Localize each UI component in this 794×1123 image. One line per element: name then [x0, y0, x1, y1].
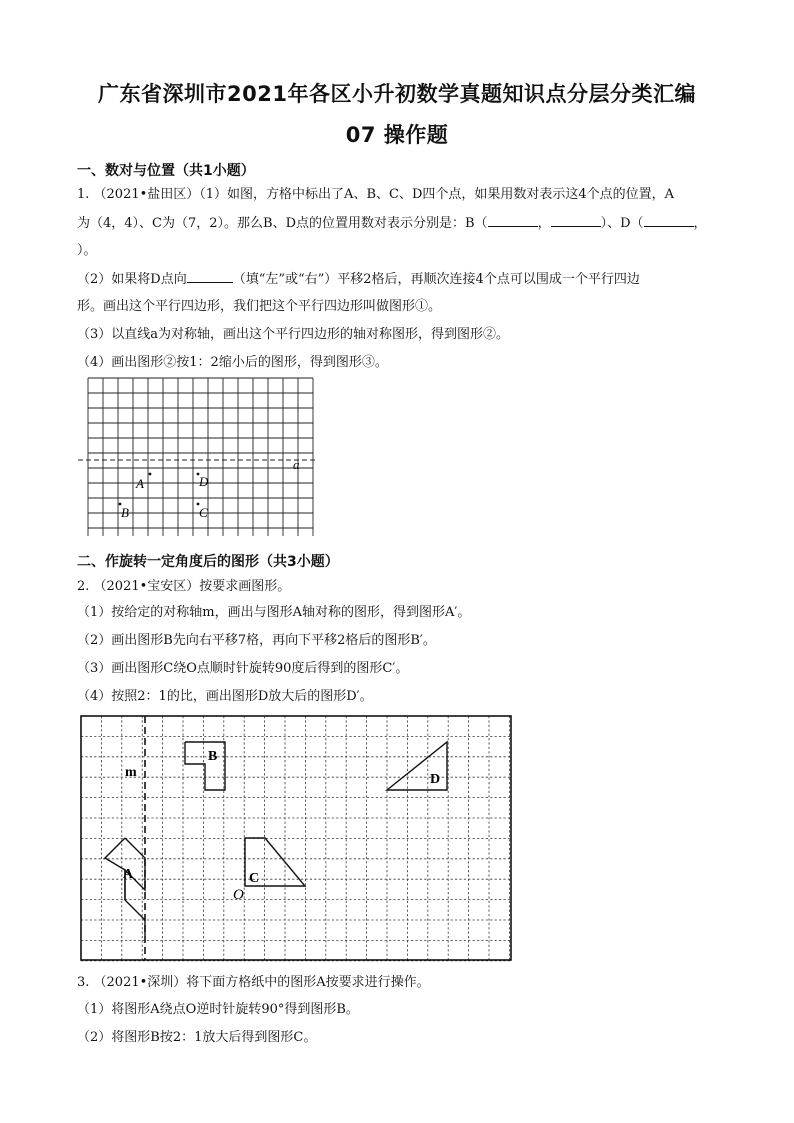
page-title: 广东省深圳市2021年各区小升初数学真题知识点分层分类汇编: [98, 82, 696, 106]
q2-line3: （2）画出图形B先向右平移7格，再向下平移2格后的图形B′。: [77, 633, 436, 648]
shape-grid-2: [81, 716, 511, 960]
section-heading-1: 一、数对与位置（共1小题）: [77, 163, 255, 179]
figure-A-outline: [105, 838, 125, 900]
q2-line4: （3）画出图形C绕O点顺时针旋转90度后得到的图形C′。: [77, 661, 409, 676]
q1-line7: （4）画出图形②按1：2缩小后的图形，得到图形③。: [77, 355, 388, 370]
label-B: B: [121, 505, 129, 520]
q1-line2-sep2: ，: [693, 216, 707, 231]
q1-line2-a: 为（4，4）、C为（7，2）。那么B、D点的位置用数对表示分别是：B（: [77, 216, 488, 231]
label-D: D: [199, 474, 209, 489]
q1-line2-sep1: ，: [537, 216, 551, 231]
q1-line4-a: （2）如果将D点向: [77, 272, 187, 287]
q1-line3: ）。: [77, 243, 97, 258]
q2-line2: （1）按给定的对称轴m，画出与图形A轴对称的图形，得到图形A′。: [77, 605, 471, 620]
label-D2: D: [430, 772, 441, 787]
q2-line1: 2. （2021•宝安区）按要求画图形。: [77, 579, 291, 594]
q1-line6: （3）以直线a为对称轴，画出这个平行四边形的轴对称图形，得到图形②。: [77, 327, 510, 342]
q3-line3: （2）将图形B按2：1放大后得到图形C。: [77, 1030, 317, 1045]
answer-blank-b-x[interactable]: [488, 214, 538, 227]
section-heading-2: 二、作旋转一定角度后的图形（共3小题）: [77, 554, 339, 570]
label-A2: A: [123, 867, 134, 882]
answer-blank-direction[interactable]: [187, 270, 233, 283]
label-A: A: [136, 476, 144, 491]
label-C: C: [199, 505, 208, 520]
q2-line5: （4）按照2：1的比，画出图形D放大后的图形D′。: [77, 689, 373, 704]
page-subtitle: 07 操作题: [345, 123, 449, 147]
label-m: m: [125, 765, 137, 780]
answer-blank-d-x[interactable]: [644, 214, 694, 227]
label-B2: B: [208, 749, 218, 764]
q1-line1: 1. （2021•盐田区）（1）如图，方格中标出了A、B、C、D四个点，如果用数对表示这4个点的位置，A: [77, 187, 675, 202]
label-O: O: [233, 887, 244, 903]
answer-blank-b-y[interactable]: [551, 214, 601, 227]
coordinate-grid-1: [78, 378, 318, 538]
q1-line4: [77, 270, 640, 289]
q3-line2: （1）将图形A绕点O逆时针旋转90°得到图形B。: [77, 1002, 359, 1017]
label-C2: C: [249, 871, 260, 886]
point-A: [149, 473, 152, 476]
q1-line2-mid: ）、D（: [600, 216, 644, 231]
q1-line5: 形。画出这个平行四边形，我们把这个平行四边形叫做图形①。: [77, 299, 442, 314]
q3-line1: 3. （2021•深圳）将下面方格纸中的图形A按要求进行操作。: [77, 975, 430, 990]
figure-B: [185, 742, 225, 790]
q1-line4-b: （填“左”或“右”）平移2格后，再顺次连接4个点可以围成一个平行四边: [232, 272, 640, 287]
label-a: a: [293, 457, 300, 472]
q1-line2: [77, 214, 707, 233]
